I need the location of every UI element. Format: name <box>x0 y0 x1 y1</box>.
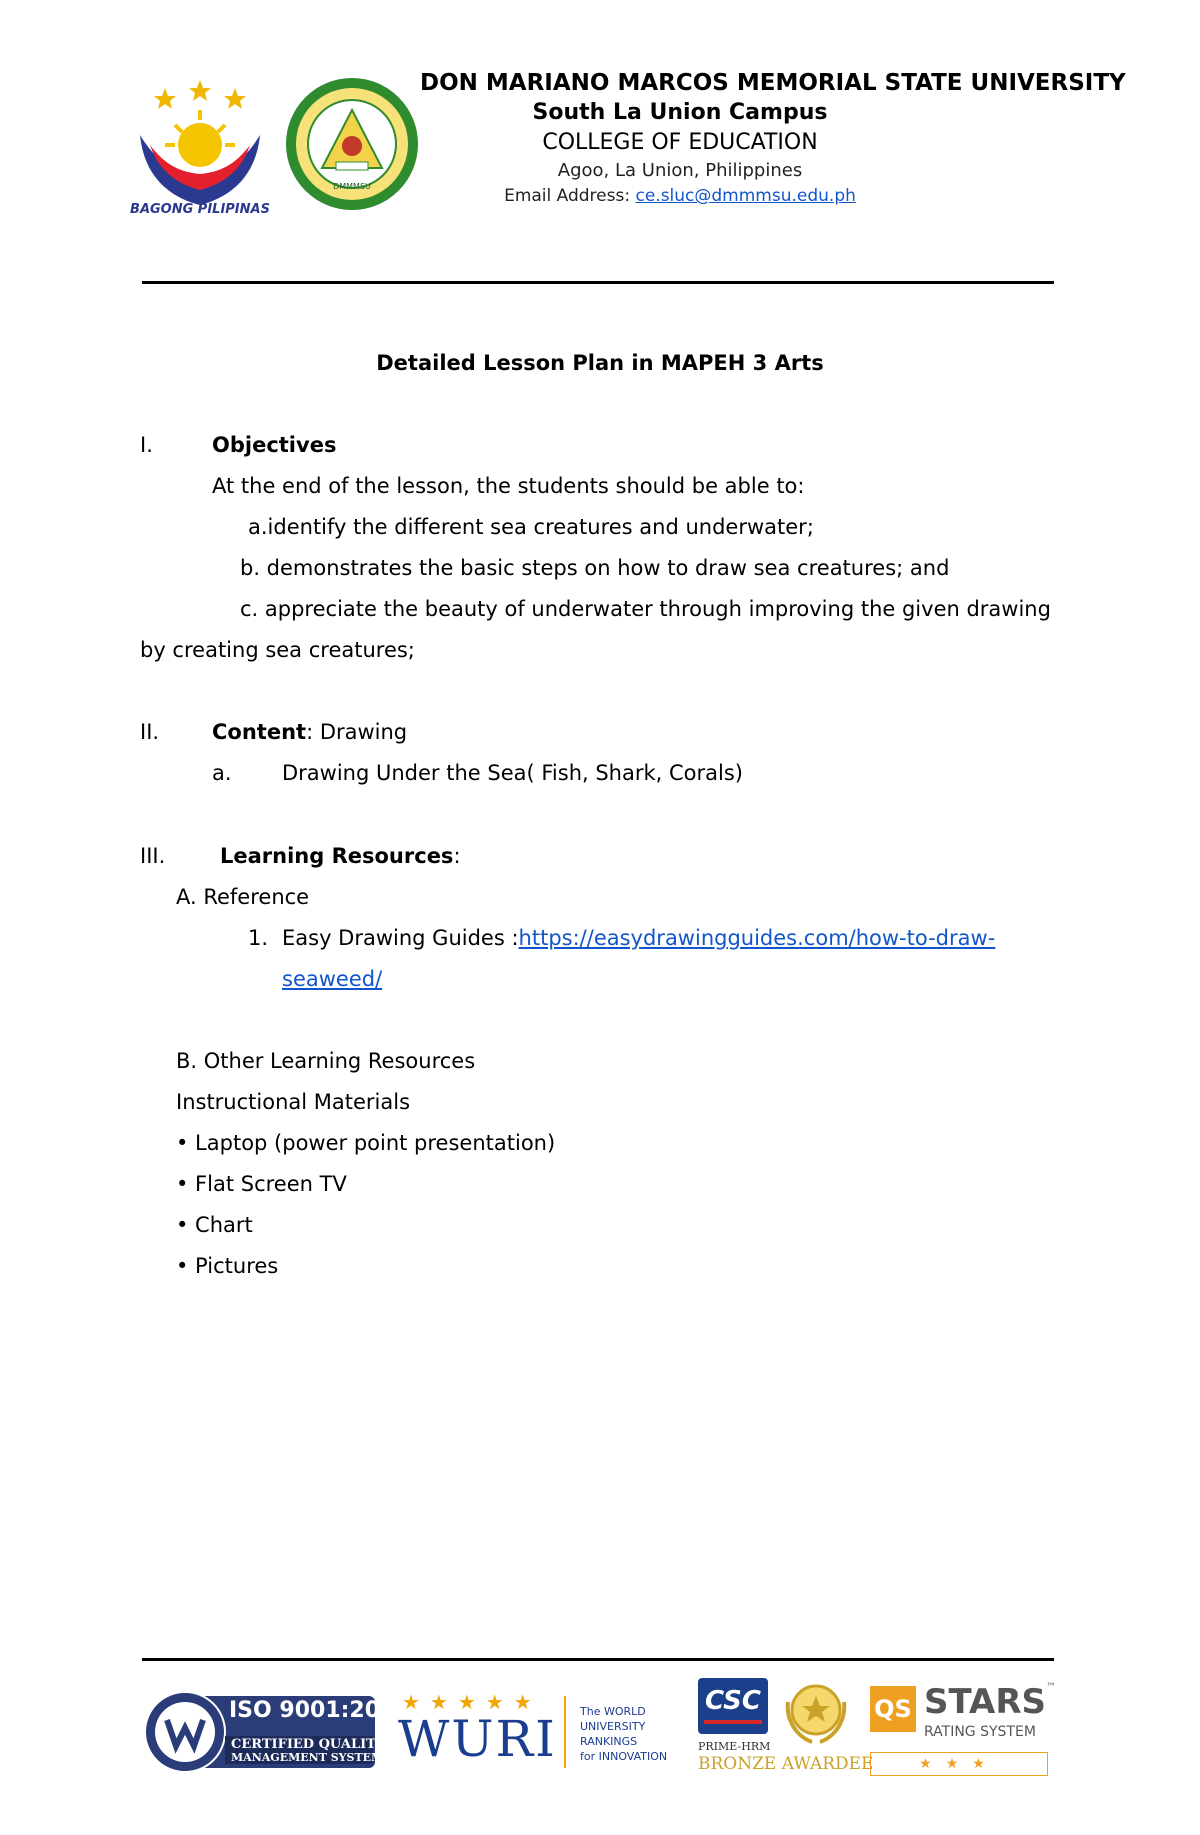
csc-logo <box>698 1678 768 1734</box>
campus-address: Agoo, La Union, Philippines <box>557 160 803 181</box>
bronze-awardee-label: BRONZE AWARDEE <box>698 1754 874 1774</box>
college-name: COLLEGE OF EDUCATION <box>542 130 818 155</box>
section-numeral: III. <box>140 844 166 868</box>
reference-link-continued[interactable]: seaweed/ <box>282 967 383 991</box>
iso-title: ISO 9001:2015 <box>229 1698 411 1723</box>
laurel-medal-icon <box>778 1672 854 1748</box>
wuri-desc-line: RANKINGS <box>580 1735 638 1748</box>
objectives-intro: At the end of the lesson, the students should be able to: <box>212 474 805 498</box>
material-item: • Chart <box>176 1213 253 1237</box>
content-heading: Content <box>212 720 307 744</box>
qs-stars-badge <box>870 1682 1057 1782</box>
objective-item: c. appreciate the beauty of underwater through improving the given drawing <box>240 597 1051 621</box>
wuri-badge <box>398 1690 688 1774</box>
footer-divider <box>142 1658 1054 1661</box>
wuri-description <box>580 1704 667 1764</box>
content-item-letter: a. <box>212 761 232 785</box>
iso-badge <box>145 1690 411 1774</box>
stars-lettering: STARS <box>924 1682 1047 1722</box>
objective-item: a.identify the different sea creatures and underwater; <box>248 515 814 539</box>
csc-stripe <box>704 1720 762 1724</box>
stars-wordmark <box>924 1682 1056 1722</box>
wuri-desc-line: UNIVERSITY <box>580 1720 646 1733</box>
iso-subtitle-1: CERTIFIED QUALITY <box>231 1737 386 1752</box>
email-label: Email Address: <box>504 186 636 206</box>
content-topic: : Drawing <box>306 720 408 744</box>
csc-lettering: CSC <box>705 1686 761 1716</box>
qs-logo: QS <box>870 1686 916 1732</box>
material-item: • Laptop (power point presentation) <box>176 1131 556 1155</box>
reference-label: A. Reference <box>176 885 310 909</box>
wuri-divider <box>564 1696 566 1768</box>
email-line <box>420 186 940 206</box>
stars-trademark: ™ <box>1046 1682 1057 1693</box>
bagong-pilipinas-logo <box>120 80 280 220</box>
resources-heading: Learning Resources <box>220 844 454 868</box>
csc-prime-hrm-badge <box>698 1672 874 1782</box>
page-title: Detailed Lesson Plan in MAPEH 3 Arts <box>376 351 824 375</box>
wuri-logo: WURI <box>398 1710 557 1768</box>
resources-colon: : <box>453 844 461 868</box>
reference-link[interactable]: https://easydrawingguides.com/how-to-draw- <box>518 926 996 950</box>
university-name: DON MARIANO MARCOS MEMORIAL STATE UNIVERSITY <box>420 70 1126 96</box>
material-item: • Pictures <box>176 1254 279 1278</box>
resources-heading-line <box>220 844 461 868</box>
other-resources-label: B. Other Learning Resources <box>176 1049 476 1073</box>
objectives-heading: Objectives <box>212 433 337 457</box>
iso-subtitle-2: MANAGEMENT SYSTEM <box>231 1751 384 1764</box>
content-item: Drawing Under the Sea( Fish, Shark, Corals) <box>282 761 743 785</box>
reference-number: 1. <box>248 926 269 950</box>
wuri-desc-line: for INNOVATION <box>580 1750 668 1763</box>
section-numeral: I. <box>140 433 153 457</box>
instructional-materials-label: Instructional Materials <box>176 1090 411 1114</box>
qs-star-bar <box>870 1752 1048 1776</box>
objective-item-continued: by creating sea creatures; <box>140 638 415 662</box>
content-heading-line <box>212 720 407 744</box>
seal-lettering: DMMMSU <box>333 182 371 191</box>
header-divider <box>142 281 1054 284</box>
university-seal <box>284 76 420 212</box>
objective-item: b. demonstrates the basic steps on how to draw sea creatures; and <box>240 556 950 580</box>
wuri-desc-line: The WORLD <box>580 1705 646 1718</box>
logo-caption: BAGONG PILIPINAS <box>130 202 270 217</box>
campus-name: South La Union Campus <box>532 100 828 125</box>
reference-text: Easy Drawing Guides : <box>282 926 519 950</box>
prime-hrm-label: PRIME-HRM <box>698 1740 771 1753</box>
star-icon: ★★★ <box>919 1756 999 1772</box>
section-numeral: II. <box>140 720 160 744</box>
reference-entry <box>282 926 995 950</box>
email-link[interactable]: ce.sluc@dmmmsu.edu.ph <box>635 186 856 206</box>
material-item: • Flat Screen TV <box>176 1172 347 1196</box>
rating-system-label: RATING SYSTEM <box>924 1724 1036 1740</box>
wuri-stars-icon: ★★★★★ <box>402 1690 542 1714</box>
